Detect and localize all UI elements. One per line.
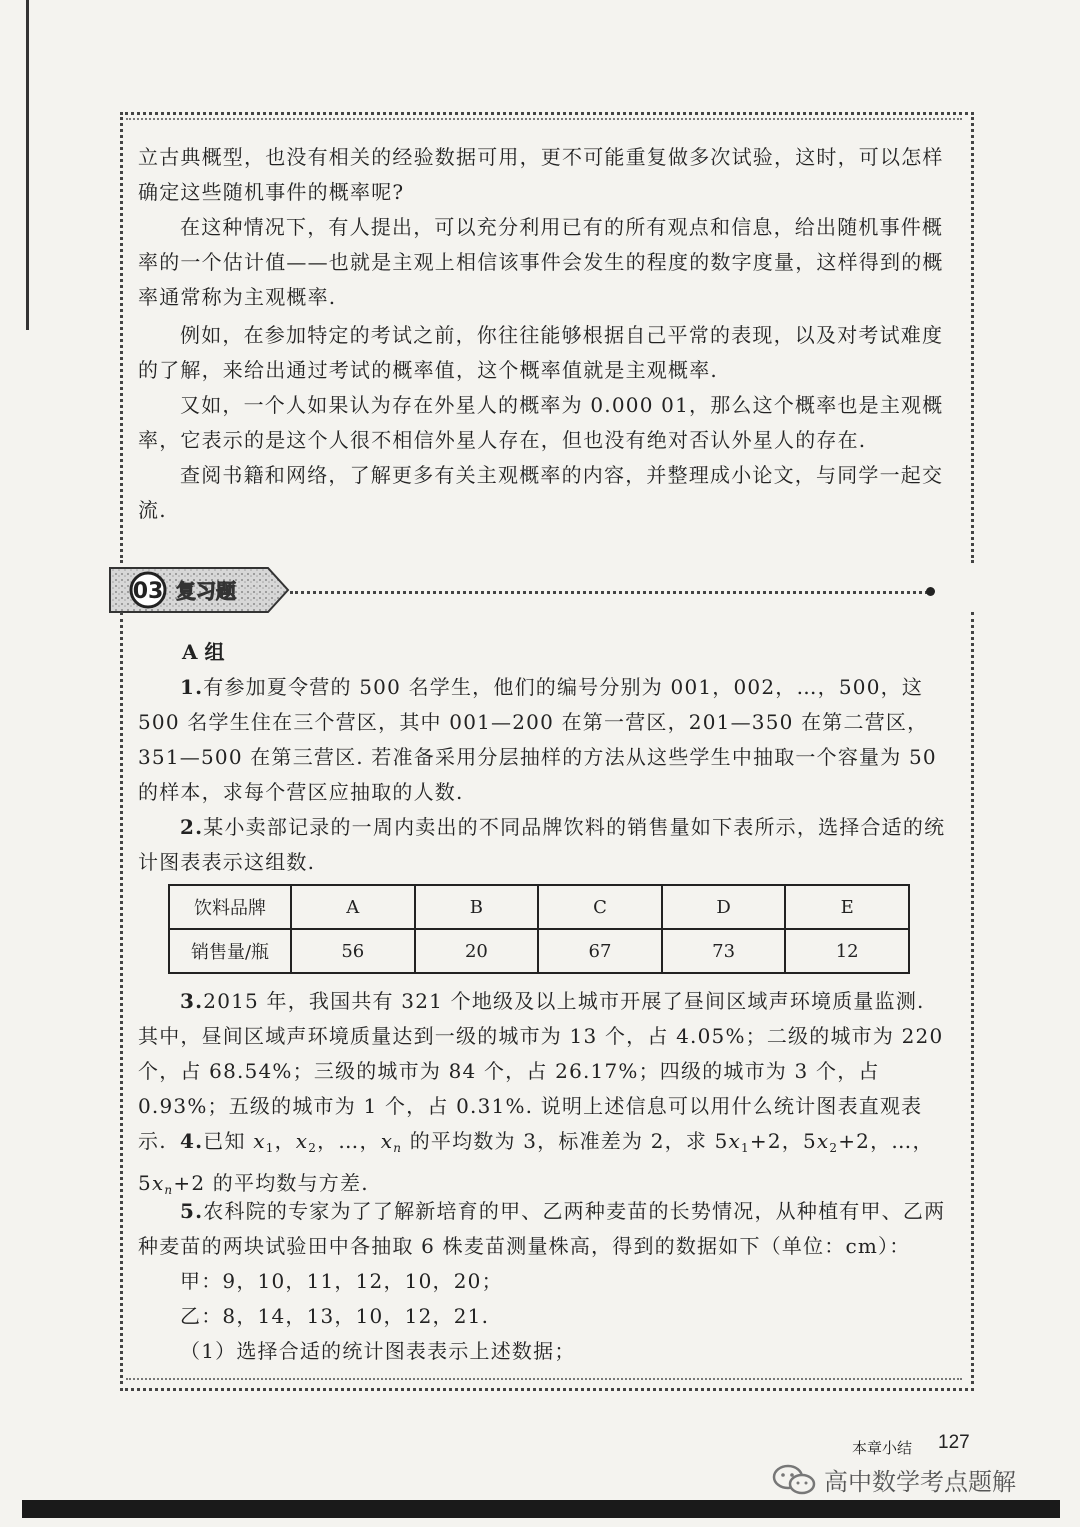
question-2 [138,810,948,880]
subscript: 2 [829,1141,839,1155]
question-1-text: 有参加夏令营的 500 名学生，他们的编号分别为 001，002，…，500，这 500 名学生住在三个营区，其中 001—200 在第一营区，201—350 在第二营区，351—500 在第三营区. 若准备采用分层抽样的方法从这些学生中抽取一个容量为 50 的样本，求每个营区应抽取的人数. [138,675,937,804]
table-row [169,885,909,929]
subscript: 2 [308,1141,318,1155]
page-edge-rule [26,0,29,330]
section-title: 复习题 [176,579,236,603]
subscript: n [164,1183,174,1197]
table-cell-sales: 67 [538,929,662,973]
table-header-brand: 饮料品牌 [169,885,291,929]
table-cell-brand: B [415,885,539,929]
question-4-text: +2，5 [749,1129,817,1153]
reading-paragraph-2: 在这种情况下，有人提出，可以充分利用已有的所有观点和信息，给出随机事件概率的一个估计值——也就是主观上相信该事件会发生的程度的数字度量，这样得到的概率通常称为主观概率. [138,215,944,309]
question-5-data-yi: 乙：8，14，13，10，12，21. [180,1304,490,1328]
question-4-text: 已知 [203,1129,254,1153]
subscript: n [393,1141,403,1155]
question-4-number: 4. [180,1129,204,1153]
wechat-icon [772,1464,816,1496]
var-x: x [816,1129,830,1153]
reading-paragraph-5: 查阅书籍和网络，了解更多有关主观概率的内容，并整理成小论文，与同学一起交流. [138,463,944,522]
watermark-text: 高中数学考点题解 [824,1468,1016,1496]
var-x: x [728,1129,742,1153]
question-1-number: 1. [180,675,204,699]
reading-paragraph-1: 立古典概型，也没有相关的经验数据可用，更不可能重复做多次试验，这时，可以怎样确定这些随机事件的概率呢? [138,145,944,204]
question-4-text: ， [274,1129,296,1153]
table-cell-sales: 20 [415,929,539,973]
group-title: A 组 [182,640,225,664]
question-5-text: 农科院的专家为了了解新培育的甲、乙两种麦苗的长势情况，从种植有甲、乙两种麦苗的两块试验田中各抽取 6 株麦苗测量株高，得到的数据如下（单位：cm）： [138,1199,946,1258]
exercise-box-inner-border [126,1378,962,1380]
table-row [169,929,909,973]
question-1 [138,670,948,810]
table-cell-brand: E [785,885,909,929]
section-banner [108,566,288,612]
question-5-part-1: （1）选择合适的统计图表表示上述数据； [180,1339,576,1363]
table-cell-sales: 73 [662,929,786,973]
question-4-text: 的平均数为 3，标准差为 2，求 5 [402,1129,729,1153]
question-4-text: +2，…， [838,1129,934,1153]
var-x: x [151,1171,165,1195]
question-5-data-jia: 甲：9，10，11，12，10，20； [180,1269,503,1293]
subscript: 1 [741,1141,750,1155]
table-header-sales: 销售量/瓶 [169,929,291,973]
page-bottom-bar [22,1500,1060,1518]
question-5 [138,1194,948,1264]
chapter-label: 本章小结 [852,1439,913,1457]
banner-end-dot [926,587,935,596]
question-4-text: ，…， [317,1129,381,1153]
banner-dotted-line [290,591,928,594]
table-cell-sales: 56 [291,929,415,973]
question-4-text: 5 [138,1171,152,1195]
var-x: x [380,1129,394,1153]
table-cell-sales: 12 [785,929,909,973]
section-number: 03 [132,579,164,604]
question-2-number: 2. [180,815,204,839]
watermark [772,1462,1016,1497]
question-3-number: 3. [180,989,204,1013]
question-5-number: 5. [180,1199,204,1223]
reading-paragraph-3: 例如，在参加特定的考试之前，你往往能够根据自己平常的表现，以及对考试难度的了解，来给出通过考试的概率值，这个概率值就是主观概率. [138,323,944,382]
subscript: 1 [265,1141,275,1155]
var-x: x [295,1129,309,1153]
var-x: x [253,1129,266,1153]
reading-paragraph-4: 又如，一个人如果认为存在外星人的概率为 0.000 01，那么这个概率也是主观概率，它表示的是这个人很不相信外星人存在，但也没有绝对否认外星人的存在. [138,393,944,452]
question-3-text: 2015 年，我国共有 321 个地级及以上城市开展了昼间区域声环境质量监测. 其中，昼间区域声环境质量达到一级的城市为 13 个，占 4.05%；二级的城市为 220 个，占 68.54%；三级的城市为 84 个，占 26.17%；四级的城市为 3 个，占 0.93%；五级的城市为 1 个，占 0.31%. 说明上述信息可以用什么统计图表直观表示. [138,989,944,1153]
question-2-text: 某小卖部记录的一周内卖出的不同品牌饮料的销售量如下表所示，选择合适的统计图表表示这组数. [138,815,946,874]
table-cell-brand: D [662,885,786,929]
question-4-text: +2 的平均数与方差. [173,1171,369,1195]
page-number: 127 [938,1432,970,1453]
table-cell-brand: A [291,885,415,929]
table-cell-brand: C [538,885,662,929]
sales-table [168,884,910,974]
